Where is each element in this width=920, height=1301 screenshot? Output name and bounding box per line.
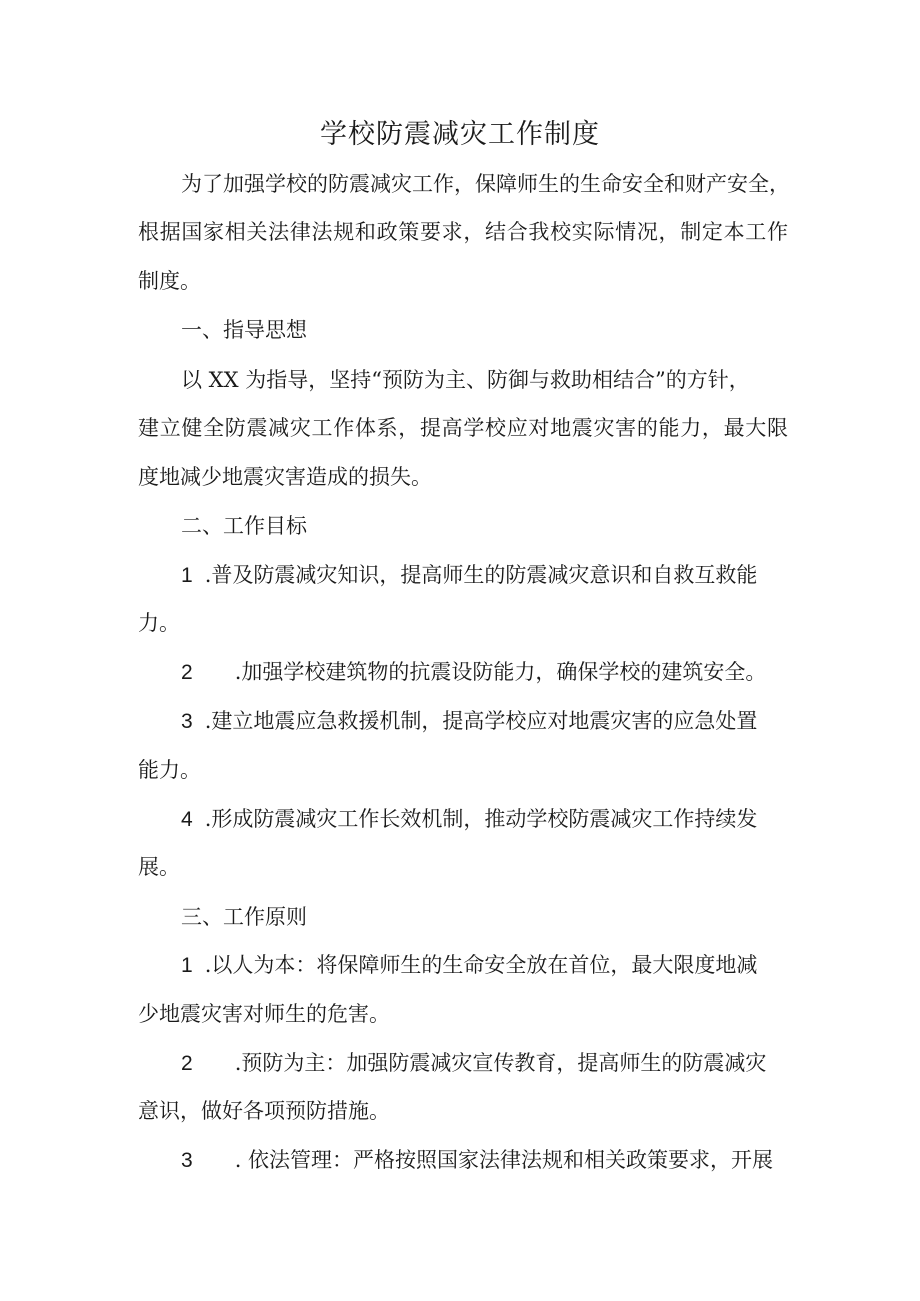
- section-heading-3: 三、工作原则: [181, 905, 307, 929]
- goal-item-1: [181, 558, 788, 593]
- goal-item-1-continued: 力。: [138, 611, 180, 635]
- principle-item-1-continued: 少地震灾害对师生的危害。: [138, 1002, 390, 1026]
- goal-item-number: 3: [181, 710, 193, 733]
- goal-item-3-continued: 能力。: [138, 758, 201, 782]
- principle-item-text: .预防为主：加强防震减灾宣传教育，提高师生的防震减灾: [234, 1051, 767, 1075]
- principle-item-number: 1: [181, 954, 193, 977]
- section1-line-2: 建立健全防震减灾工作体系，提高学校应对地震灾害的能力，最大限: [138, 416, 788, 440]
- document-title: 学校防震减灾工作制度: [320, 119, 600, 150]
- intro-line-2: 根据国家相关法律法规和政策要求，结合我校实际情况，制定本工作: [138, 220, 788, 244]
- goal-item-text: .普及防震减灾知识，提高师生的防震减灾意识和自救互救能: [204, 563, 758, 587]
- intro-line-1: 为了加强学校的防震减灾工作，保障师生的生命安全和财产安全，: [181, 172, 790, 196]
- section1-line-3: 度地减少地震灾害造成的损失。: [138, 465, 432, 489]
- section-heading-2: 二、工作目标: [181, 514, 307, 538]
- goal-item-number: 4: [181, 808, 193, 831]
- goal-item-number: 1: [181, 564, 193, 587]
- goal-item-2: [181, 655, 788, 690]
- section-heading-1: 一、指导思想: [181, 318, 307, 342]
- principle-item-text: . 依法管理：严格按照国家法律法规和相关政策要求，开展: [234, 1148, 774, 1172]
- goal-item-4-continued: 展。: [138, 855, 180, 879]
- section1-line-1: 以 XX 为指导，坚持“预防为主、防御与救助相结合”的方针，: [181, 368, 750, 392]
- principle-item-number: 3: [181, 1149, 193, 1172]
- goal-item-text: .建立地震应急救援机制，提高学校应对地震灾害的应急处置: [204, 709, 758, 733]
- principle-item-text: .以人为本：将保障师生的生命安全放在首位，最大限度地减: [204, 953, 758, 977]
- goal-item-text: .加强学校建筑物的抗震设防能力，确保学校的建筑安全。: [234, 660, 767, 684]
- principle-item-1: [181, 948, 788, 983]
- principle-item-2: [181, 1046, 788, 1081]
- intro-line-3: 制度。: [138, 269, 201, 293]
- goal-item-number: 2: [181, 661, 193, 684]
- goal-item-4: [181, 802, 788, 837]
- goal-item-3: [181, 704, 788, 739]
- goal-item-text: .形成防震减灾工作长效机制，推动学校防震减灾工作持续发: [204, 807, 758, 831]
- principle-item-number: 2: [181, 1052, 193, 1075]
- principle-item-3: [181, 1143, 788, 1178]
- principle-item-2-continued: 意识，做好各项预防措施。: [138, 1099, 390, 1123]
